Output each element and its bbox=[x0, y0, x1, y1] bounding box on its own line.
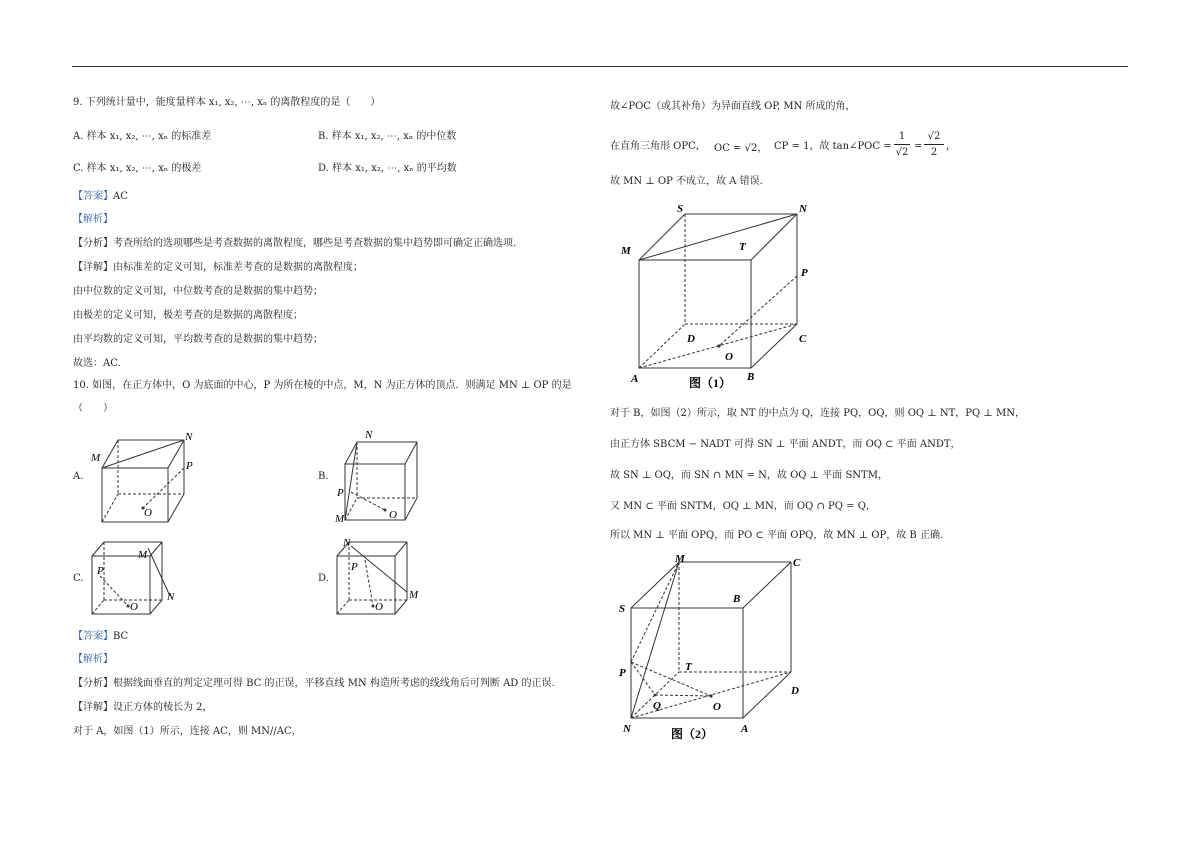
label-d: D bbox=[687, 333, 695, 345]
label-t: T bbox=[685, 661, 692, 673]
header-rule bbox=[72, 66, 1128, 67]
q10-answer: BC bbox=[113, 631, 129, 642]
q9-answer: AC bbox=[113, 191, 128, 202]
cube-figure-d bbox=[333, 536, 433, 620]
q10-answer-line bbox=[73, 630, 128, 644]
q9-conclusion: 故选：AC. bbox=[73, 358, 121, 369]
right-line-5: 由正方体 SBCM − NADT 可得 SN ⊥ 平面 ANDT，而 OQ ⊂ 平面 ANDT， bbox=[610, 439, 961, 450]
q10-jiexi-tag: 【解析】 bbox=[73, 654, 113, 665]
label-o: O bbox=[713, 701, 721, 713]
label-n: N bbox=[799, 203, 807, 215]
label-o: O bbox=[725, 351, 733, 363]
q9-option-c: C. 样本 x₁, x₂, ⋯, xₙ 的极差 bbox=[73, 163, 202, 174]
cube-figure-c bbox=[88, 536, 188, 620]
right-line-1: 故∠POC（或其补角）为异面直线 OP, MN 所成的角， bbox=[610, 101, 856, 112]
q9-stem: 9. 下列统计量中，能度量样本 x₁, x₂, ⋯, xₙ 的离散程度的是（ ） bbox=[73, 97, 381, 108]
q9-detail-line-2: 由极差的定义可知，极差考查的是数据的离散程度； bbox=[73, 310, 303, 321]
label-p: P bbox=[619, 667, 626, 679]
q9-answer-line bbox=[73, 190, 128, 204]
q10-label-c: C. bbox=[73, 573, 84, 584]
label-c: C bbox=[793, 557, 801, 569]
right-line-8: 所以 MN ⊥ 平面 OPQ，而 PO ⊂ 平面 OPQ，故 MN ⊥ OP，故 B 正确. bbox=[610, 530, 944, 541]
label-p: P bbox=[337, 487, 344, 499]
q10-analysis: 【分析】根据线面垂直的判定定理可得 BC 的正误，平移直线 MN 构造所考虑的线线角后可判断 AD 的正误. bbox=[73, 678, 555, 689]
right-line-3: 故 MN ⊥ OP 不成立，故 A 错误. bbox=[610, 176, 763, 187]
label-p: P bbox=[351, 561, 358, 573]
fraction-2-numerator: √2 bbox=[927, 131, 941, 142]
label-m: M bbox=[335, 513, 345, 524]
label-a: A bbox=[631, 373, 639, 385]
label-m: M bbox=[409, 589, 419, 601]
label-s: S bbox=[677, 203, 684, 215]
label-m: M bbox=[138, 549, 148, 561]
q9-option-b: B. 样本 x₁, x₂, ⋯, xₙ 的中位数 bbox=[318, 131, 457, 142]
label-o: O bbox=[130, 601, 138, 613]
fraction-2-bar bbox=[924, 144, 944, 145]
label-d: D bbox=[791, 685, 799, 697]
fraction-1-numerator: 1 bbox=[898, 131, 906, 142]
right-line-7: 又 MN ⊂ 平面 SNTM，OQ ⊥ MN，而 OQ ∩ PQ = Q， bbox=[610, 501, 876, 512]
answer-tag: 【答案】 bbox=[73, 191, 113, 202]
label-c: C bbox=[799, 333, 807, 345]
q10-detail-line-1: 对于 A，如图（1）所示，连接 AC，则 MN//AC， bbox=[73, 726, 302, 737]
label-s: S bbox=[619, 603, 626, 615]
label-b: B bbox=[747, 371, 755, 383]
label-o: O bbox=[389, 509, 397, 521]
q10-detail: 【详解】设正方体的棱长为 2， bbox=[73, 702, 213, 713]
label-n: N bbox=[343, 537, 351, 549]
label-a: A bbox=[741, 723, 749, 735]
q10-label-b: B. bbox=[318, 471, 329, 482]
q9-jiexi-tag: 【解析】 bbox=[73, 214, 113, 225]
right-line-2a: 在直角三角形 OPC， bbox=[610, 141, 706, 152]
q10-label-a: A. bbox=[73, 471, 84, 482]
label-p: P bbox=[186, 460, 193, 472]
q9-analysis: 【分析】考查所给的选项哪些是考查数据的离散程度，哪些是考查数据的集中趋势即可确定正确选项. bbox=[73, 238, 517, 249]
answer-tag: 【答案】 bbox=[73, 631, 113, 642]
fraction-2-denominator: 2 bbox=[930, 147, 938, 158]
label-n: N bbox=[167, 591, 175, 603]
right-line-2c: CP = 1，故 tan∠POC = bbox=[774, 141, 892, 152]
figure-2 bbox=[615, 552, 815, 742]
label-b: B bbox=[733, 593, 741, 605]
fraction-1-denominator: √2 bbox=[895, 147, 909, 158]
q9-detail: 【详解】由标准差的定义可知，标准差考查的是数据的离散程度； bbox=[73, 262, 363, 273]
label-o: O bbox=[375, 601, 383, 613]
q9-option-d: D. 样本 x₁, x₂, ⋯, xₙ 的平均数 bbox=[318, 163, 457, 174]
cube-figure-b bbox=[333, 428, 443, 524]
q10-stem: 10. 如图，在正方体中，O 为底面的中心，P 为所在棱的中点，M，N 为正方体的顶点．则满足 MN ⊥ OP 的是 bbox=[73, 380, 572, 391]
fraction-1-bar bbox=[894, 144, 910, 145]
label-n: N bbox=[365, 429, 373, 441]
q10-paren: （ ） bbox=[73, 403, 113, 414]
label-m: M bbox=[621, 245, 631, 257]
cube-figure-a bbox=[88, 428, 198, 524]
label-o: O bbox=[144, 507, 152, 519]
figure-1 bbox=[615, 200, 825, 396]
figure-1-caption: 图（1） bbox=[689, 376, 732, 390]
right-line-2b: OC = √2， bbox=[714, 143, 768, 154]
label-t: T bbox=[739, 241, 746, 253]
q10-label-d: D. bbox=[318, 573, 329, 584]
q9-option-a: A. 样本 x₁, x₂, ⋯, xₙ 的标准差 bbox=[73, 131, 212, 142]
right-line-4: 对于 B，如图（2）所示，取 NT 的中点为 Q，连接 PQ，OQ，则 OQ ⊥ NT，PQ ⊥ MN， bbox=[610, 408, 1025, 419]
label-m: M bbox=[675, 553, 685, 565]
label-p: P bbox=[801, 267, 808, 279]
q9-detail-line-3: 由平均数的定义可知，平均数考查的是数据的集中趋势； bbox=[73, 334, 323, 345]
label-n: N bbox=[623, 723, 631, 735]
label-n: N bbox=[185, 431, 193, 443]
label-m: M bbox=[91, 452, 101, 464]
label-q: Q bbox=[653, 700, 661, 712]
figure-2-caption: 图（2） bbox=[671, 727, 714, 741]
q9-detail-line-1: 由中位数的定义可知，中位数考查的是数据的集中趋势； bbox=[73, 286, 323, 297]
comma: ， bbox=[946, 141, 956, 152]
equals-sign: = bbox=[914, 141, 923, 152]
label-p: P bbox=[97, 565, 104, 577]
right-line-6: 故 SN ⊥ OQ，而 SN ∩ MN = N，故 OQ ⊥ 平面 SNTM， bbox=[610, 470, 888, 481]
